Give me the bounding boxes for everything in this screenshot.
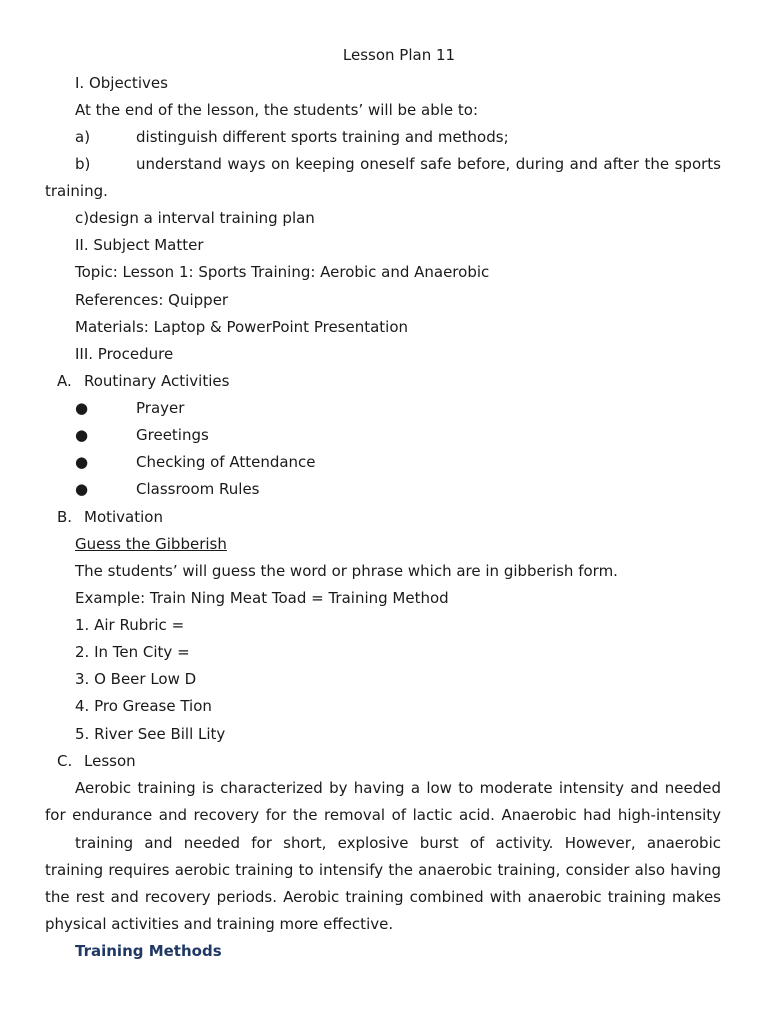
lesson-marker: C. [57,752,73,770]
objective-c-text: c)design a interval training plan [75,209,315,227]
subject-matter-heading: II. Subject Matter [75,236,204,254]
objectives-heading: I. Objectives [75,74,168,92]
objective-b-text-line2: training. [45,182,108,200]
activity-instruction: The students’ will guess the word or phrase which are in gibberish form. [75,562,618,580]
lesson-paragraph-line: physical activities and training more effective. [45,915,394,933]
lesson-paragraph-line: training requires aerobic training to intensify the anaerobic training, consider also having [45,861,721,879]
lesson-paragraph-line: Aerobic training is characterized by having a low to moderate intensity and needed [75,779,721,797]
activity-title: Guess the Gibberish [75,535,227,553]
objective-b-marker: b) [75,155,91,173]
routinary-item: Classroom Rules [136,480,260,498]
lesson-paragraph-line: for endurance and recovery for the removal of lactic acid. Anaerobic had high-intensity [45,806,721,824]
subject-references: References: Quipper [75,291,229,309]
gibberish-item: 1. Air Rubric = [75,616,185,634]
gibberish-item: 4. Pro Grease Tion [75,697,212,715]
bullet-icon: ● [75,480,89,498]
objective-b-text-line1: understand ways on keeping oneself safe before, during and after the sports [136,155,721,173]
bullet-icon: ● [75,426,89,444]
lesson-paragraph-line: the rest and recovery periods. Aerobic training combined with anaerobic training makes [45,888,721,906]
gibberish-item: 3. O Beer Low D [75,670,197,688]
routinary-item: Prayer [136,399,185,417]
bullet-icon: ● [75,453,89,471]
procedure-heading: III. Procedure [75,345,174,363]
subject-topic: Topic: Lesson 1: Sports Training: Aerobic and Anaerobic [75,263,490,281]
subject-materials: Materials: Laptop & PowerPoint Presentation [75,318,409,336]
motivation-marker: B. [57,508,73,526]
objectives-intro: At the end of the lesson, the students’ will be able to: [75,101,479,119]
lesson-label: Lesson [84,752,136,770]
page-title: Lesson Plan 11 [342,46,456,64]
gibberish-item: 2. In Ten City = [75,643,190,661]
lesson-paragraph-line: training and needed for short, explosive burst of activity. However, anaerobic [75,834,721,852]
routinary-marker: A. [57,372,72,390]
routinary-item: Greetings [136,426,209,444]
gibberish-item: 5. River See Bill Lity [75,725,226,743]
routinary-item: Checking of Attendance [136,453,316,471]
objective-a-marker: a) [75,128,91,146]
activity-example: Example: Train Ning Meat Toad = Training Method [75,589,449,607]
training-methods-heading: Training Methods [75,942,222,960]
motivation-label: Motivation [84,508,163,526]
bullet-icon: ● [75,399,89,417]
objective-a-text: distinguish different sports training and methods; [136,128,509,146]
routinary-label: Routinary Activities [84,372,230,390]
